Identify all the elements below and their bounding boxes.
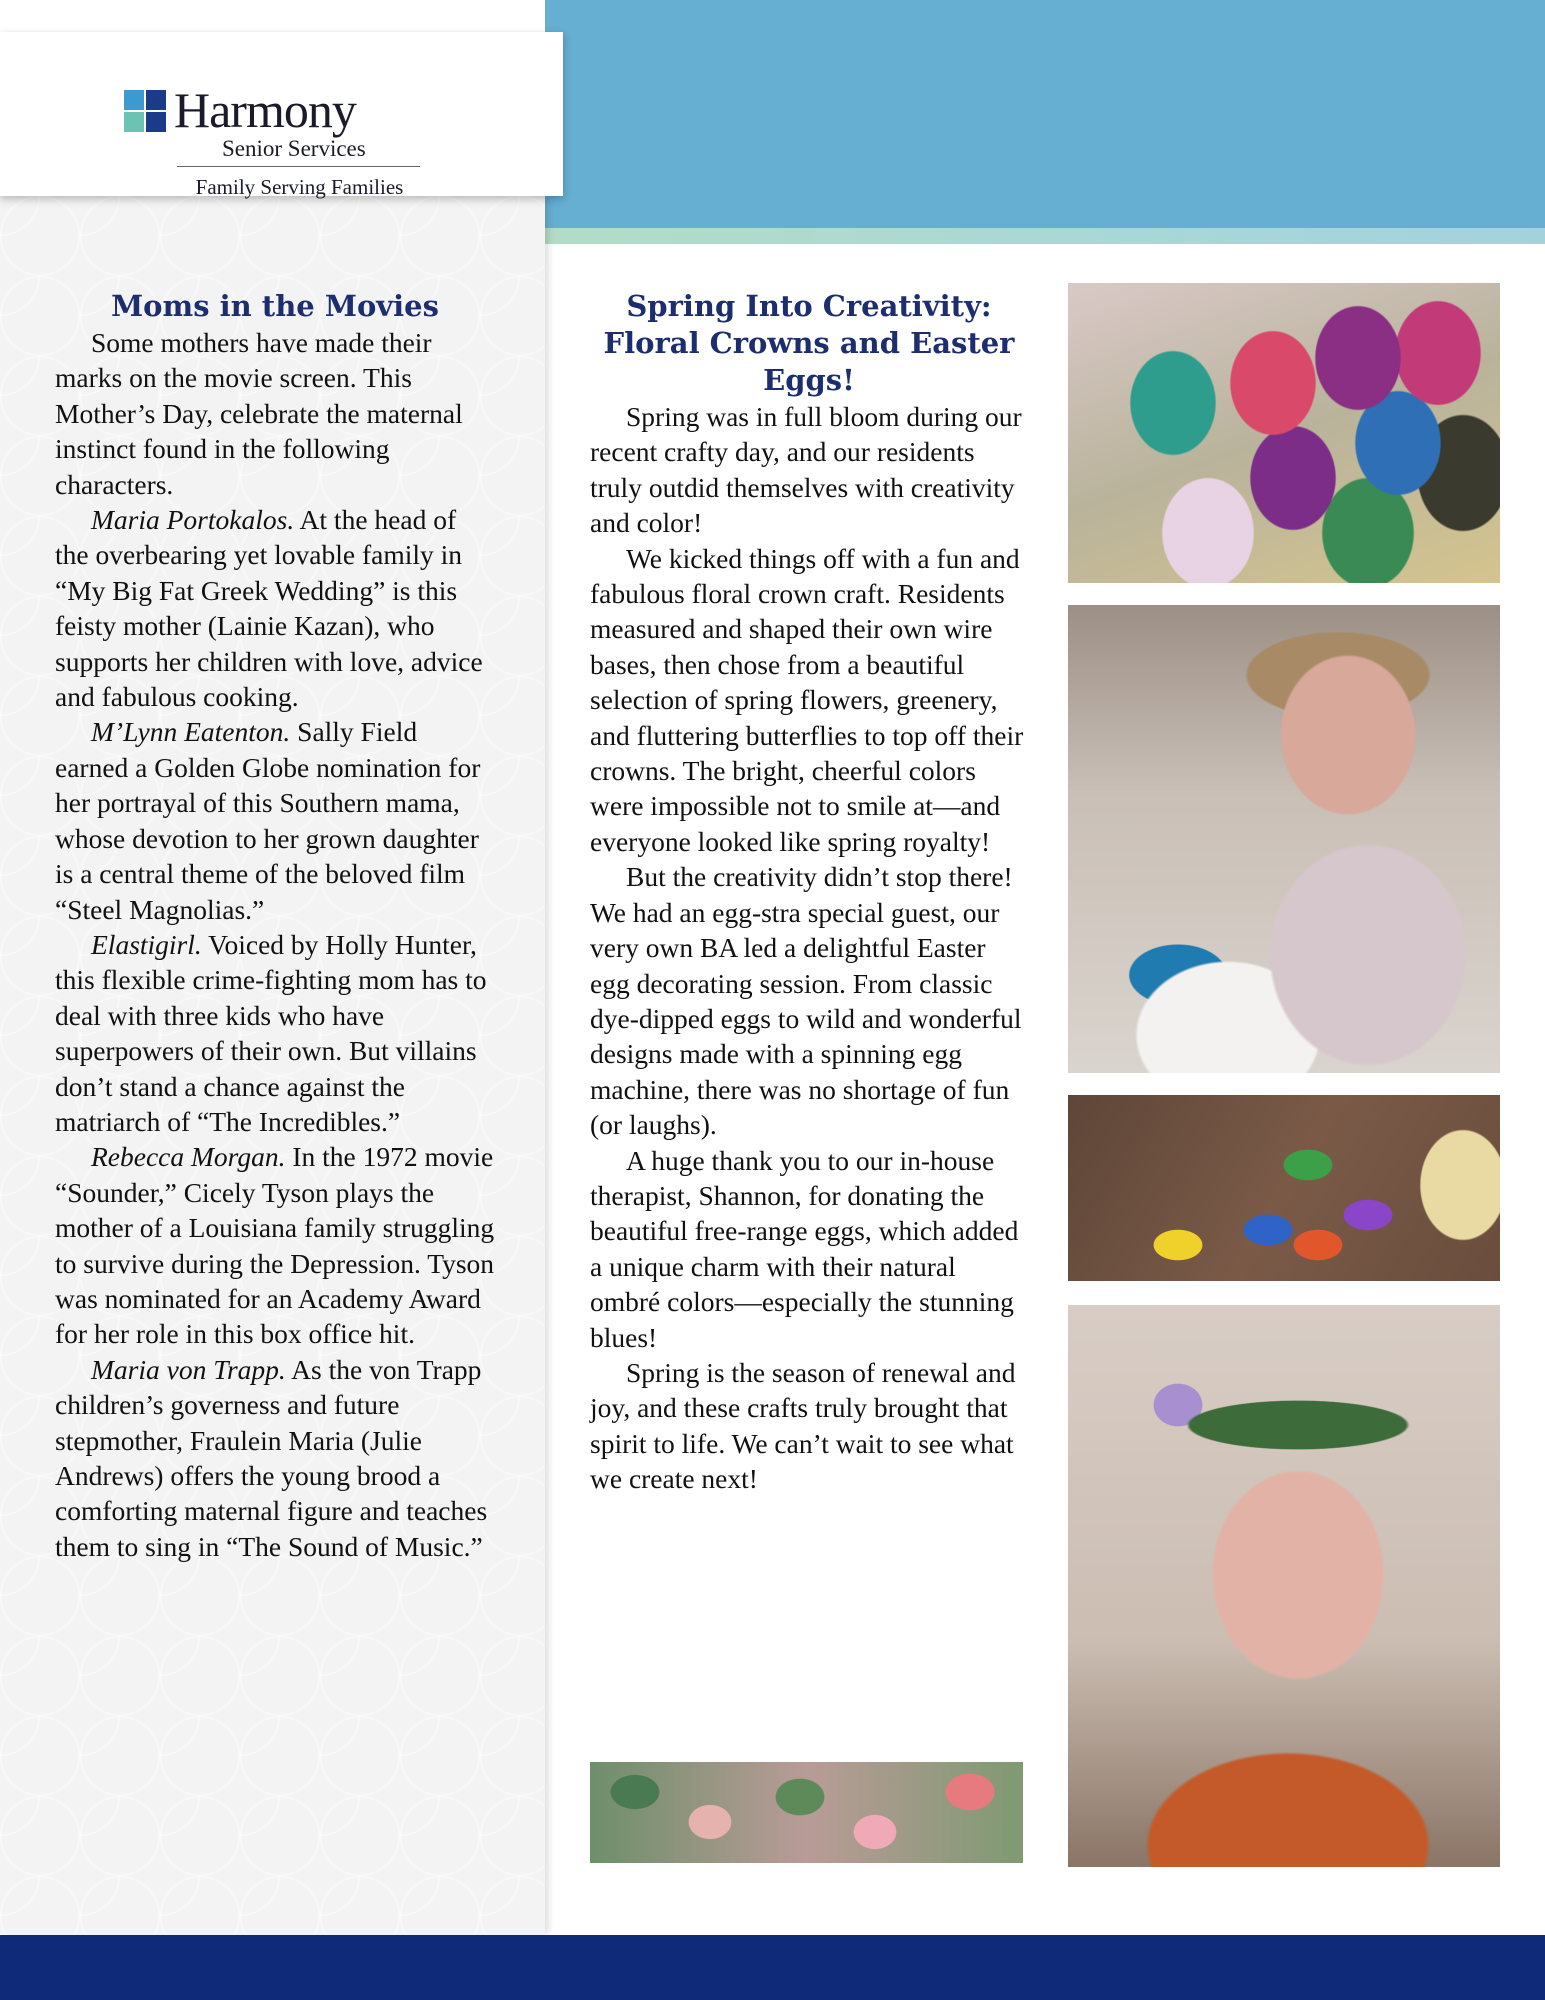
moms-in-movies-article [55,288,495,1564]
article-paragraph: A huge thank you to our in-house therapist, Shannon, for donating the beautiful free-range eggs, which added a unique charm with their natural ombré colors—especially the stunning blues! [590,1144,1019,1353]
entry-text: At the head of the overbearing yet lovable family in “My Big Fat Greek Wedding” is this feisty mother (Lainie Kazan), who supports her children with love, advice and fabulous cooking. [55,504,483,713]
spring-flowers-photo [590,1762,1023,1863]
entry-name: Maria Portokalos. [91,504,295,536]
logo-subtitle: Senior Services [222,136,366,161]
movie-mom-entry [55,502,495,714]
movie-mom-entry [55,1352,495,1564]
entry-name: M’Lynn Eatenton. [91,716,291,748]
harmony-logo-icon [124,90,168,134]
entry-text: As the von Trapp children’s governess and future stepmother, Fraulein Maria (Julie Andrews) offers the young brood a comforting maternal figure and teaches them to sing in “The Sound of Music.” [55,1353,488,1562]
entry-text: Voiced by Holly Hunter, this flexible crime-fighting mom has to deal with three kids who have superpowers of their own. But villains don’t stand a chance against the matriarch of “The Incredibles.” [55,928,487,1137]
article-paragraph: Spring is the season of renewal and joy, and these crafts truly brought that spirit to life. We can’t wait to see what we create next! [590,1356,1016,1495]
entry-text: Sally Field earned a Golden Globe nomination for her portrayal of this Southern mama, whose devotion to her grown daughter is a central theme of the beloved film “Steel Magnolias.” [55,716,481,925]
logo-divider [177,166,420,167]
decorated-eggs-photo [1068,283,1500,583]
resident-decorating-egg-photo [1068,605,1500,1073]
craft-supplies-photo [1068,1095,1500,1281]
logo-card [0,32,563,199]
entry-name: Maria von Trapp. [91,1353,286,1385]
movie-mom-entry [55,927,495,1139]
logo-wordmark: Harmony [174,82,356,138]
article-paragraph: We kicked things off with a fun and fabulous floral crown craft. Residents measured and shaped their own wire bases, then chose from a beautiful selection of spring flowers, greenery, and fluttering butterflies to top off their crowns. The bright, cheerful colors were impossible not to smile at—and everyone looked like spring royalty! [590,542,1024,857]
entry-text: In the 1972 movie “Sounder,” Cicely Tyson plays the mother of a Louisiana family struggling to survive during the Depression. Tyson was nominated for an Academy Award for her role in this box office hit. [55,1141,495,1350]
article-intro: Some mothers have made their marks on the movie screen. This Mother’s Day, celebrate the maternal instinct found in the following characters. [55,327,463,500]
article-body [590,399,1028,1497]
entry-name: Elastigirl. [91,928,202,960]
spring-creativity-article [590,288,1028,1497]
article-body [55,325,495,1564]
header-accent-stripe [545,228,1545,244]
article-paragraph: But the creativity didn’t stop there! We had an egg-stra special guest, our very own BA led a delightful Easter egg decorating session. From classic dye-dipped eggs to wild and wonderful designs made with a spinning egg machine, there was no shortage of fun (or laughs). [590,861,1022,1141]
logo-tagline: Family Serving Families [195,175,404,199]
resident-floral-crown-photo [1068,1305,1500,1867]
movie-mom-entry [55,714,495,926]
entry-name: Rebecca Morgan. [91,1141,286,1173]
article-paragraph: Spring was in full bloom during our recent crafty day, and our residents truly outdid themselves with creativity and color! [590,401,1022,539]
article-title: Spring Into Creativity: Floral Crowns and Easter Eggs! [603,289,1015,397]
movie-mom-entry [55,1139,495,1351]
footer-band [0,1935,1545,2000]
header-band [545,0,1545,228]
article-title: Moms in the Movies [111,289,439,323]
